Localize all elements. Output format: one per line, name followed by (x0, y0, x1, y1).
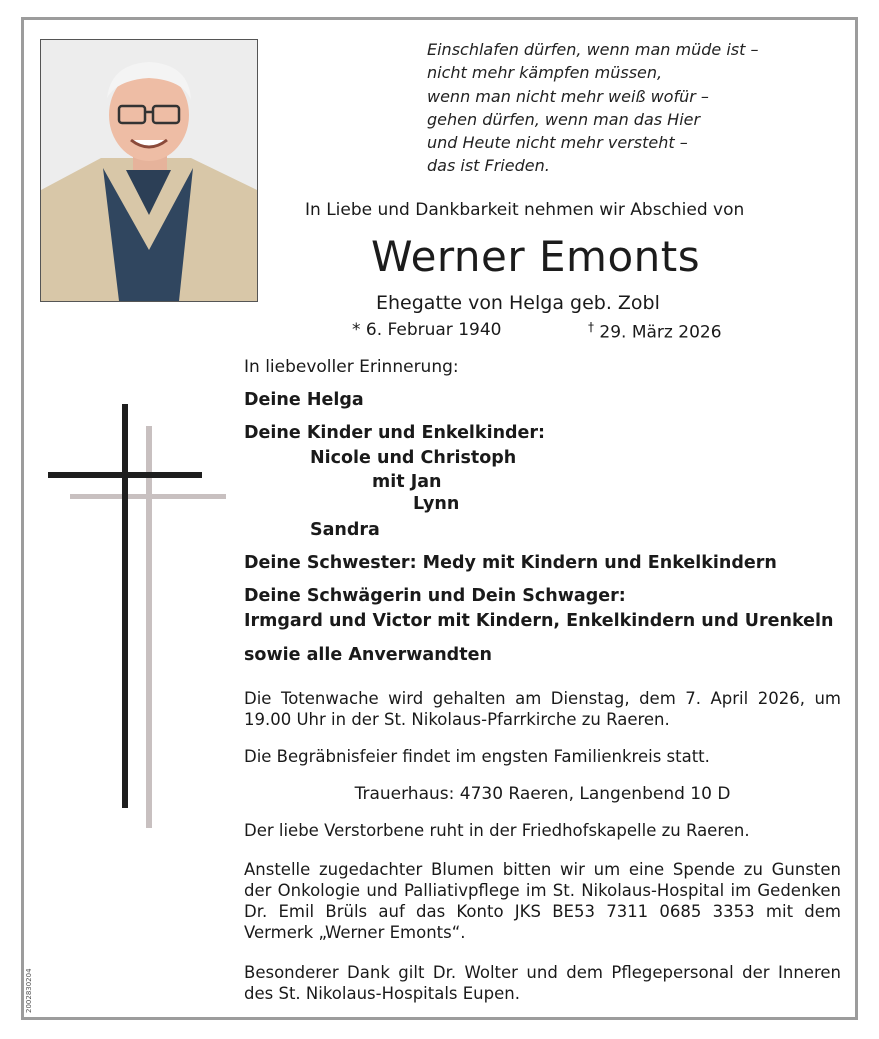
dagger-icon: † (588, 320, 594, 334)
poem-line: und Heute nicht mehr versteht – (427, 133, 688, 153)
funeral-info: Die Begräbnisfeier findet im engsten Familienkreis statt. (244, 747, 710, 766)
family-child: Nicole und Christoph (310, 448, 517, 468)
birth-date: * 6. Februar 1940 (352, 320, 502, 340)
intro-line: In Liebe und Dankbarkeit nehmen wir Abschied von (305, 200, 745, 220)
family-child: Sandra (310, 520, 380, 540)
deceased-name: Werner Emonts (371, 232, 701, 281)
mourning-house: Trauerhaus: 4730 Raeren, Langenbend 10 D (354, 784, 731, 804)
family-children-label: Deine Kinder und Enkelkinder: (244, 423, 546, 443)
family-inlaws-label: Deine Schwägerin und Dein Schwager: (244, 586, 626, 606)
chapel-info: Der liebe Verstorbene ruht in der Friedhofskapelle zu Raeren. (244, 821, 750, 840)
wake-info: Die Totenwache wird gehalten am Dienstag, dem 7. April 2026, um 19.00 Uhr in der St. Nikolaus-Pfarrkirche zu Raeren. (244, 689, 841, 729)
family-grandchild: Lynn (413, 494, 460, 514)
spouse-line: Ehegatte von Helga geb. Zobl (376, 292, 660, 314)
family-grandchild: mit Jan (372, 472, 442, 492)
family-relatives: sowie alle Anverwandten (244, 645, 492, 665)
family-sister: Deine Schwester: Medy mit Kindern und Enkelkindern (244, 553, 777, 573)
poem-line: das ist Frieden. (427, 156, 550, 176)
thanks-info: Besonderer Dank gilt Dr. Wolter und dem Pflegepersonal der Inneren des St. Nikolaus-Hospitals Eupen. (244, 963, 841, 1003)
donation-info: Anstelle zugedachter Blumen bitten wir um eine Spende zu Gunsten der Onkologie und Palliativpflege im St. Nikolaus-Hospital im Gedenken Dr. Emil Brüls auf das Konto JKS BE53 7311 0685 3353 mit dem Vermerk „Werner Emonts“. (244, 860, 841, 942)
family-wife: Deine Helga (244, 390, 364, 410)
reference-number: 2002830204 (25, 968, 33, 1013)
family-heading: In liebevoller Erinnerung: (244, 357, 459, 377)
poem-line: gehen dürfen, wenn man das Hier (427, 109, 701, 129)
death-date (588, 320, 722, 343)
cross-icon (44, 400, 229, 832)
poem (427, 38, 758, 178)
family-inlaws: Irmgard und Victor mit Kindern, Enkelkindern und Urenkeln (244, 611, 834, 631)
death-date-text: 29. März 2026 (599, 322, 722, 343)
portrait-photo (40, 39, 258, 302)
poem-line: nicht mehr kämpfen müssen, (427, 63, 663, 83)
poem-line: wenn man nicht mehr weiß wofür – (427, 86, 709, 106)
poem-line: Einschlafen dürfen, wenn man müde ist – (427, 40, 759, 59)
